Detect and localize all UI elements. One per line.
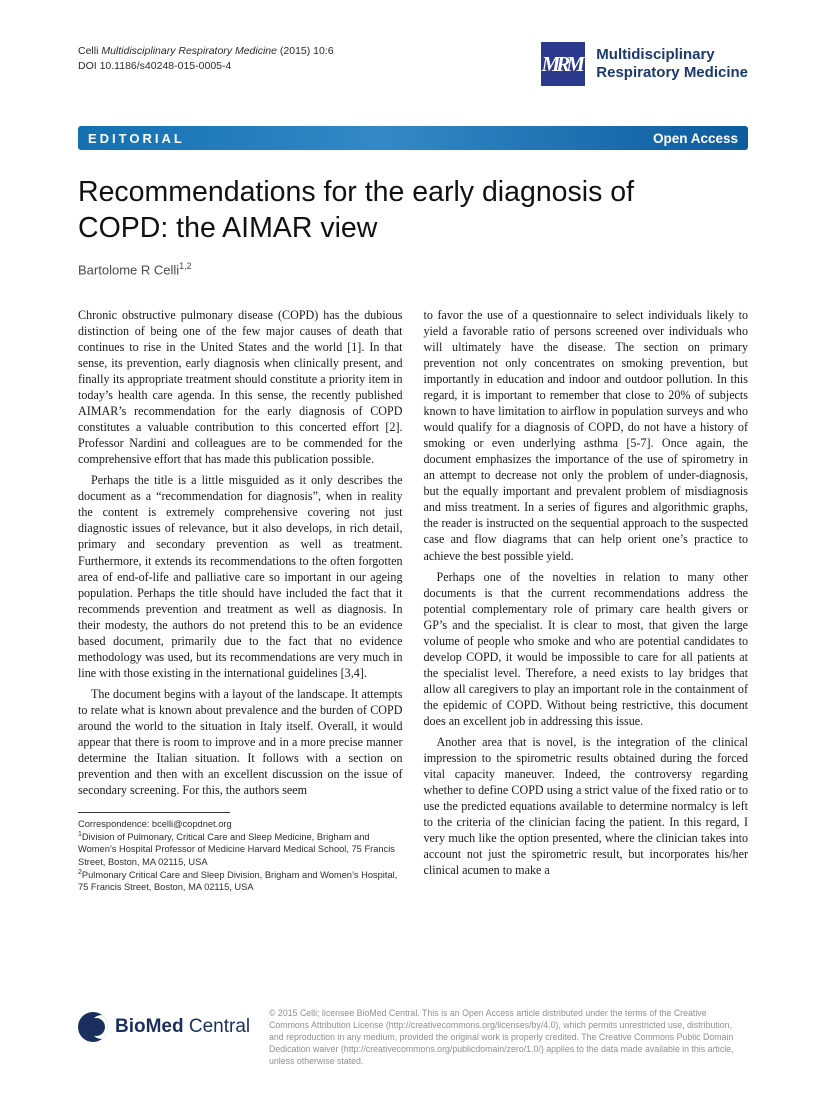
author-affiliation-marker: 1,2 [179, 260, 192, 271]
citation-line [78, 44, 334, 59]
author-line [78, 261, 748, 277]
correspondence-email-link[interactable]: bcelli@copdnet.org [151, 818, 232, 829]
biomed-central-logo-text [115, 1016, 250, 1038]
open-access-label: Open Access [652, 130, 738, 146]
right-column [424, 307, 749, 893]
paragraph: The document begins with a layout of the landscape. It attempts to relate what is known about prevalence and the burden of COPD around the world to the situation in Italy itself. Overall, it would appear that there is room to improve and in a more precise manner determine the Italian situation. It follows with a section on prevention and then with an excellent discussion on the issue of secondary screening. For this, the authors seem [78, 686, 403, 797]
journal-logo [539, 40, 748, 88]
paragraph: Perhaps the title is a little misguided as it only describes the document as a “recommendation for diagnosis”, when in reality the content is extremely comprehensive covering not just diagnostic issues of relevance, but it also develops, in rich detail, primary and secondary prevention as well as treatment. Furthermore, it extends its recommendations to the often forgotten area of end-of-life and palliative care so important in our ageing population. Perhaps the title should have included the fact that it recommends prevention and treatment as well as diagnosis. In their modesty, the authors do not pretend this to be an evidence based document, primarily due to the fact that no evidence methodology was used, but its recommendations are very much in line with those existing in the international guidelines [3,4]. [78, 473, 403, 680]
paragraph: to favor the use of a questionnaire to select individuals likely to yield a favorable ratio of persons screened over individuals who will ultimately have the disease. The section on primary prevention not only concentrates on smoking prevention, but importantly in education and indoor and outdoor pollution. In this regard, it is important to remember that close to 20% of subjects known to have limitation to airflow in population surveys and who would qualify for a diagnosis of COPD, do not have a history of smoking or even underlying asthma [5-7]. Once again, the document emphasizes the importance of the use of spirometry in an attempt to decrease not only the problem of under-diagnosis, but the equally important and prevalent problem of misdiagnosis and miss treatment. In a series of figures and algorithmic graphs, the reader is instructed on the sequential approach to the suspected case and flow diagrams that can help orient one’s practice to achieve the best possible yield. [423, 308, 748, 563]
affiliation-1 [78, 830, 403, 868]
biomed-central-logo-icon [78, 1012, 108, 1042]
footnotes [78, 812, 403, 894]
citation-issue: (2015) 10:6 [277, 45, 334, 57]
footnote-divider [78, 812, 230, 813]
citation-author: Celli [78, 45, 102, 57]
left-column [78, 307, 403, 893]
affiliation-1-text: Division of Pulmonary, Critical Care and Sleep Medicine, Brigham and Women’s Hospital Professor of Medicine Harvard Medical School, 75 Francis Street, Boston, MA 02115, USA [78, 832, 395, 867]
paragraph: Chronic obstructive pulmonary disease (COPD) has the dubious distinction of being one of the few major causes of death that continues to rise in the United States and the world [1]. In that sense, its prevention, early diagnosis when clinically present, and finally its appropriate treatment should constitute a priority item in today’s health care agenda. In this sense, the recently published AIMAR’s recommendation for the early diagnosis of COPD constitutes a valuable contribution to this concerted effort [2]. Professor Nardini and colleagues are to be commended for the comprehensive effort that has made this publication possible. [78, 308, 403, 467]
citation-block [78, 40, 334, 74]
bmc-logo-bold: BioMed [115, 1016, 184, 1037]
page-footer [78, 1006, 748, 1067]
affiliation-2-text: Pulmonary Critical Care and Sleep Division, Brigham and Women’s Hospital, 75 Francis Street, Boston, MA 02115, USA [78, 869, 398, 893]
journal-name-line1: Multidisciplinary [596, 46, 715, 63]
article-body [78, 307, 748, 893]
bmc-logo-regular: Central [183, 1016, 251, 1037]
affiliation-1-marker: 1 [78, 831, 82, 838]
author-name: Bartolome R Celli [78, 262, 180, 278]
biomed-central-logo [78, 1006, 253, 1042]
mrm-logo-letters: MRM [541, 51, 581, 76]
paragraph: Perhaps one of the novelties in relation to many other documents is that the current recommendations address the potential complementary role of primary care health givers or GP’s and the specialist. It is clear to most, that given the large volume of people who smoke and who are potential candidates to develop COPD, it would be impossible to care for all patients at the specialist level. Therefore, a need exists to lay bridges that allow all caregivers to play an important role in the containment of the epidemic of COPD. Without being restrictive, this document does an excellent job in addressing this issue. [423, 569, 748, 728]
page-header [78, 40, 748, 102]
journal-name [596, 46, 748, 82]
copyright-notice: © 2015 Celli; licensee BioMed Central. This is an Open Access article distributed under the terms of the Creative Commons Attribution License (http://creativecommons.org/licenses/by/4.0), which permits unrestricted use, distribution, and reproduction in any medium, provided the original work is properly credited. The Creative Commons Public Domain Dedication waiver (http://creativecommons.org/publicdomain/zero/1.0/) applies to the data made available in this article, unless otherwise stated. [269, 1008, 734, 1066]
journal-name-line2: Respiratory Medicine [596, 64, 748, 81]
mrm-logo-icon [539, 40, 587, 88]
citation-journal: Multidisciplinary Respiratory Medicine [101, 45, 277, 57]
doi-line: DOI 10.1186/s40248-015-0005-4 [78, 60, 232, 73]
affiliation-2 [78, 868, 403, 894]
article-title: Recommendations for the early diagnosis of COPD: the AIMAR view [78, 176, 635, 245]
article-type-label: EDITORIAL [88, 130, 185, 146]
correspondence-line [78, 818, 403, 830]
affiliation-2-marker: 2 [78, 868, 82, 876]
correspondence-label: Correspondence: [78, 818, 152, 829]
article-type-banner [78, 126, 748, 150]
paragraph: Another area that is novel, is the integration of the clinical impression to the spirometric results obtained during the forced vital capacity maneuver. Indeed, the controversy regarding whether to define COPD using a strict value of the fixed ratio or to use the predicted equations available to determine normalcy is left to the criteria of the clinician facing the patient. In this regard, I very much like the option presented, where the clinician takes into account not just the spirometric result, but incorporates his/her clinical acumen to make a [423, 734, 748, 877]
